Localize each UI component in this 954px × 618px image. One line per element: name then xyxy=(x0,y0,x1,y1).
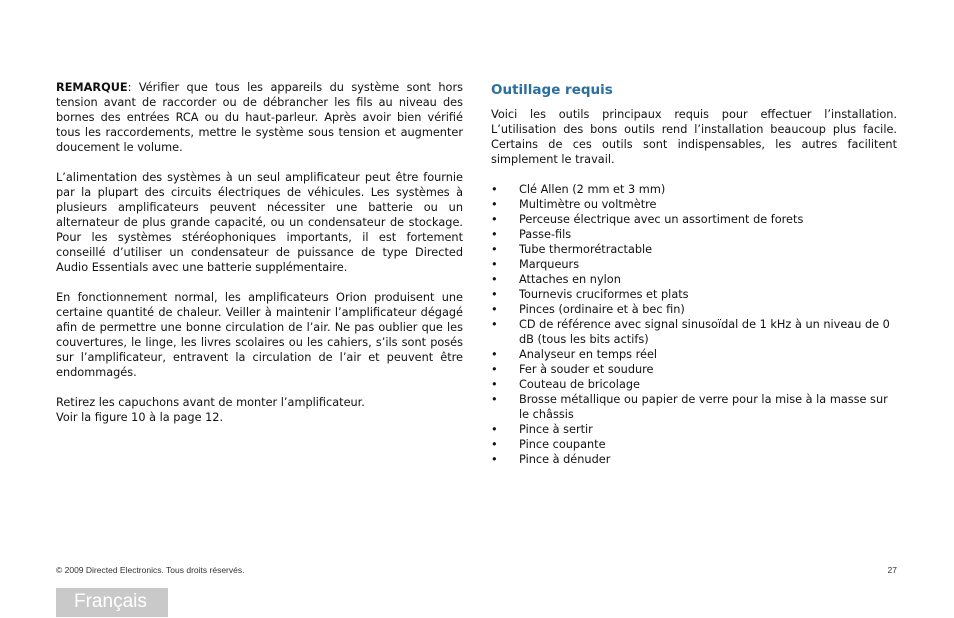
bullet-marker: • xyxy=(491,438,498,451)
tool-label: Clé Allen (2 mm et 3 mm) xyxy=(519,183,666,196)
tool-item xyxy=(491,317,897,347)
tools-intro: Voici les outils principaux requis pour effectuer l’installation. L’utilisation des bons outils rend l’installation beaucoup plus facile. Certains de ces outils sont indispensables, les autres facilitent simplement le travail. xyxy=(491,108,897,166)
bullet-marker: • xyxy=(491,228,498,241)
tool-label: Tube thermorétractable xyxy=(519,243,653,256)
bullet-marker: • xyxy=(491,303,498,316)
tool-item xyxy=(491,422,897,437)
tool-label: Pince à sertir xyxy=(519,423,593,436)
note-label: REMARQUE xyxy=(56,81,128,94)
section-heading: Outillage requis xyxy=(491,82,613,98)
tool-item xyxy=(491,227,897,242)
bullet-marker: • xyxy=(491,183,498,196)
tool-item xyxy=(491,437,897,452)
bullet-marker: • xyxy=(491,423,498,436)
bullet-marker: • xyxy=(491,378,498,391)
note-paragraph xyxy=(56,80,463,155)
language-tab: Français xyxy=(56,588,168,617)
tool-label: CD de référence avec signal sinusoïdal de 1 kHz à un niveau de 0 dB (tous les bits actifs) xyxy=(519,318,890,346)
right-column xyxy=(491,81,897,467)
tool-label: Pince à dénuder xyxy=(519,453,611,466)
bullet-marker: • xyxy=(491,213,498,226)
tool-label: Couteau de bricolage xyxy=(519,378,640,391)
tool-label: Marqueurs xyxy=(519,258,580,271)
heat-paragraph: En fonctionnement normal, les amplificateurs Orion produisent une certaine quantité de chaleur. Veiller à maintenir l’amplificateur dégagé afin de permettre une bonne circulation de l’air. Ne pas oublier que les couvertures, le linge, les livres scolaires ou les cahiers, s’ils sont posés sur l’amplificateur, entravent la circulation de l’air et peuvent être endommagés. xyxy=(56,291,463,379)
tool-label: Tournevis cruciformes et plats xyxy=(519,288,689,301)
tool-label: Perceuse électrique avec un assortiment de forets xyxy=(519,213,804,226)
tool-label: Pince coupante xyxy=(519,438,606,451)
figure-reference: Voir la figure 10 à la page 12. xyxy=(56,411,224,424)
copyright-notice: © 2009 Directed Electronics. Tous droits réservés. xyxy=(56,565,245,575)
bullet-marker: • xyxy=(491,318,498,331)
tool-label: Brosse métallique ou papier de verre pour la mise à la masse sur le châssis xyxy=(519,393,888,421)
bullet-marker: • xyxy=(491,363,498,376)
left-column xyxy=(56,80,463,425)
bullet-marker: • xyxy=(491,348,498,361)
bullet-marker: • xyxy=(491,273,498,286)
page-number: 27 xyxy=(887,565,897,575)
tool-label: Multimètre ou voltmètre xyxy=(519,198,657,211)
power-paragraph: L’alimentation des systèmes à un seul amplificateur peut être fournie par la plupart des circuits électriques de véhicules. Les systèmes à plusieurs amplificateurs peuvent nécessiter une batterie ou un alternateur de plus grande capacité, ou un condensateur de stockage. Pour les systèmes stéréophoniques importants, il est fortement conseillé d’utiliser un condensateur de puissance de type Directed Audio Essentials avec une batterie supplémentaire. xyxy=(56,171,463,274)
note-text: : Vérifier que tous les appareils du système sont hors tension avant de raccorder ou de débrancher les fils au niveau des bornes des entrées RCA ou du haut-parleur. Après avoir bien vérifié tous les raccordements, mettre le système sous tension et augmenter doucement le volume. xyxy=(56,81,463,154)
tool-label: Pinces (ordinaire et à bec fin) xyxy=(519,303,685,316)
tool-item xyxy=(491,377,897,392)
bullet-marker: • xyxy=(491,288,498,301)
tool-item xyxy=(491,362,897,377)
bullet-marker: • xyxy=(491,198,498,211)
tool-item xyxy=(491,347,897,362)
tool-label: Attaches en nylon xyxy=(519,273,621,286)
tool-item xyxy=(491,212,897,227)
bullet-marker: • xyxy=(491,258,498,271)
tool-label: Passe-fils xyxy=(519,228,572,241)
tool-item xyxy=(491,452,897,467)
tool-item xyxy=(491,242,897,257)
tool-item xyxy=(491,392,897,422)
tool-item xyxy=(491,197,897,212)
bullet-marker: • xyxy=(491,393,498,406)
caps-line: Retirez les capuchons avant de monter l’amplificateur. xyxy=(56,396,365,409)
bullet-marker: • xyxy=(491,243,498,256)
tool-item xyxy=(491,272,897,287)
tool-item xyxy=(491,257,897,272)
bullet-marker: • xyxy=(491,453,498,466)
tool-item xyxy=(491,182,897,197)
tool-label: Analyseur en temps réel xyxy=(519,348,658,361)
tool-item xyxy=(491,287,897,302)
tools-list xyxy=(491,182,897,467)
tool-label: Fer à souder et soudure xyxy=(519,363,654,376)
tool-item xyxy=(491,302,897,317)
